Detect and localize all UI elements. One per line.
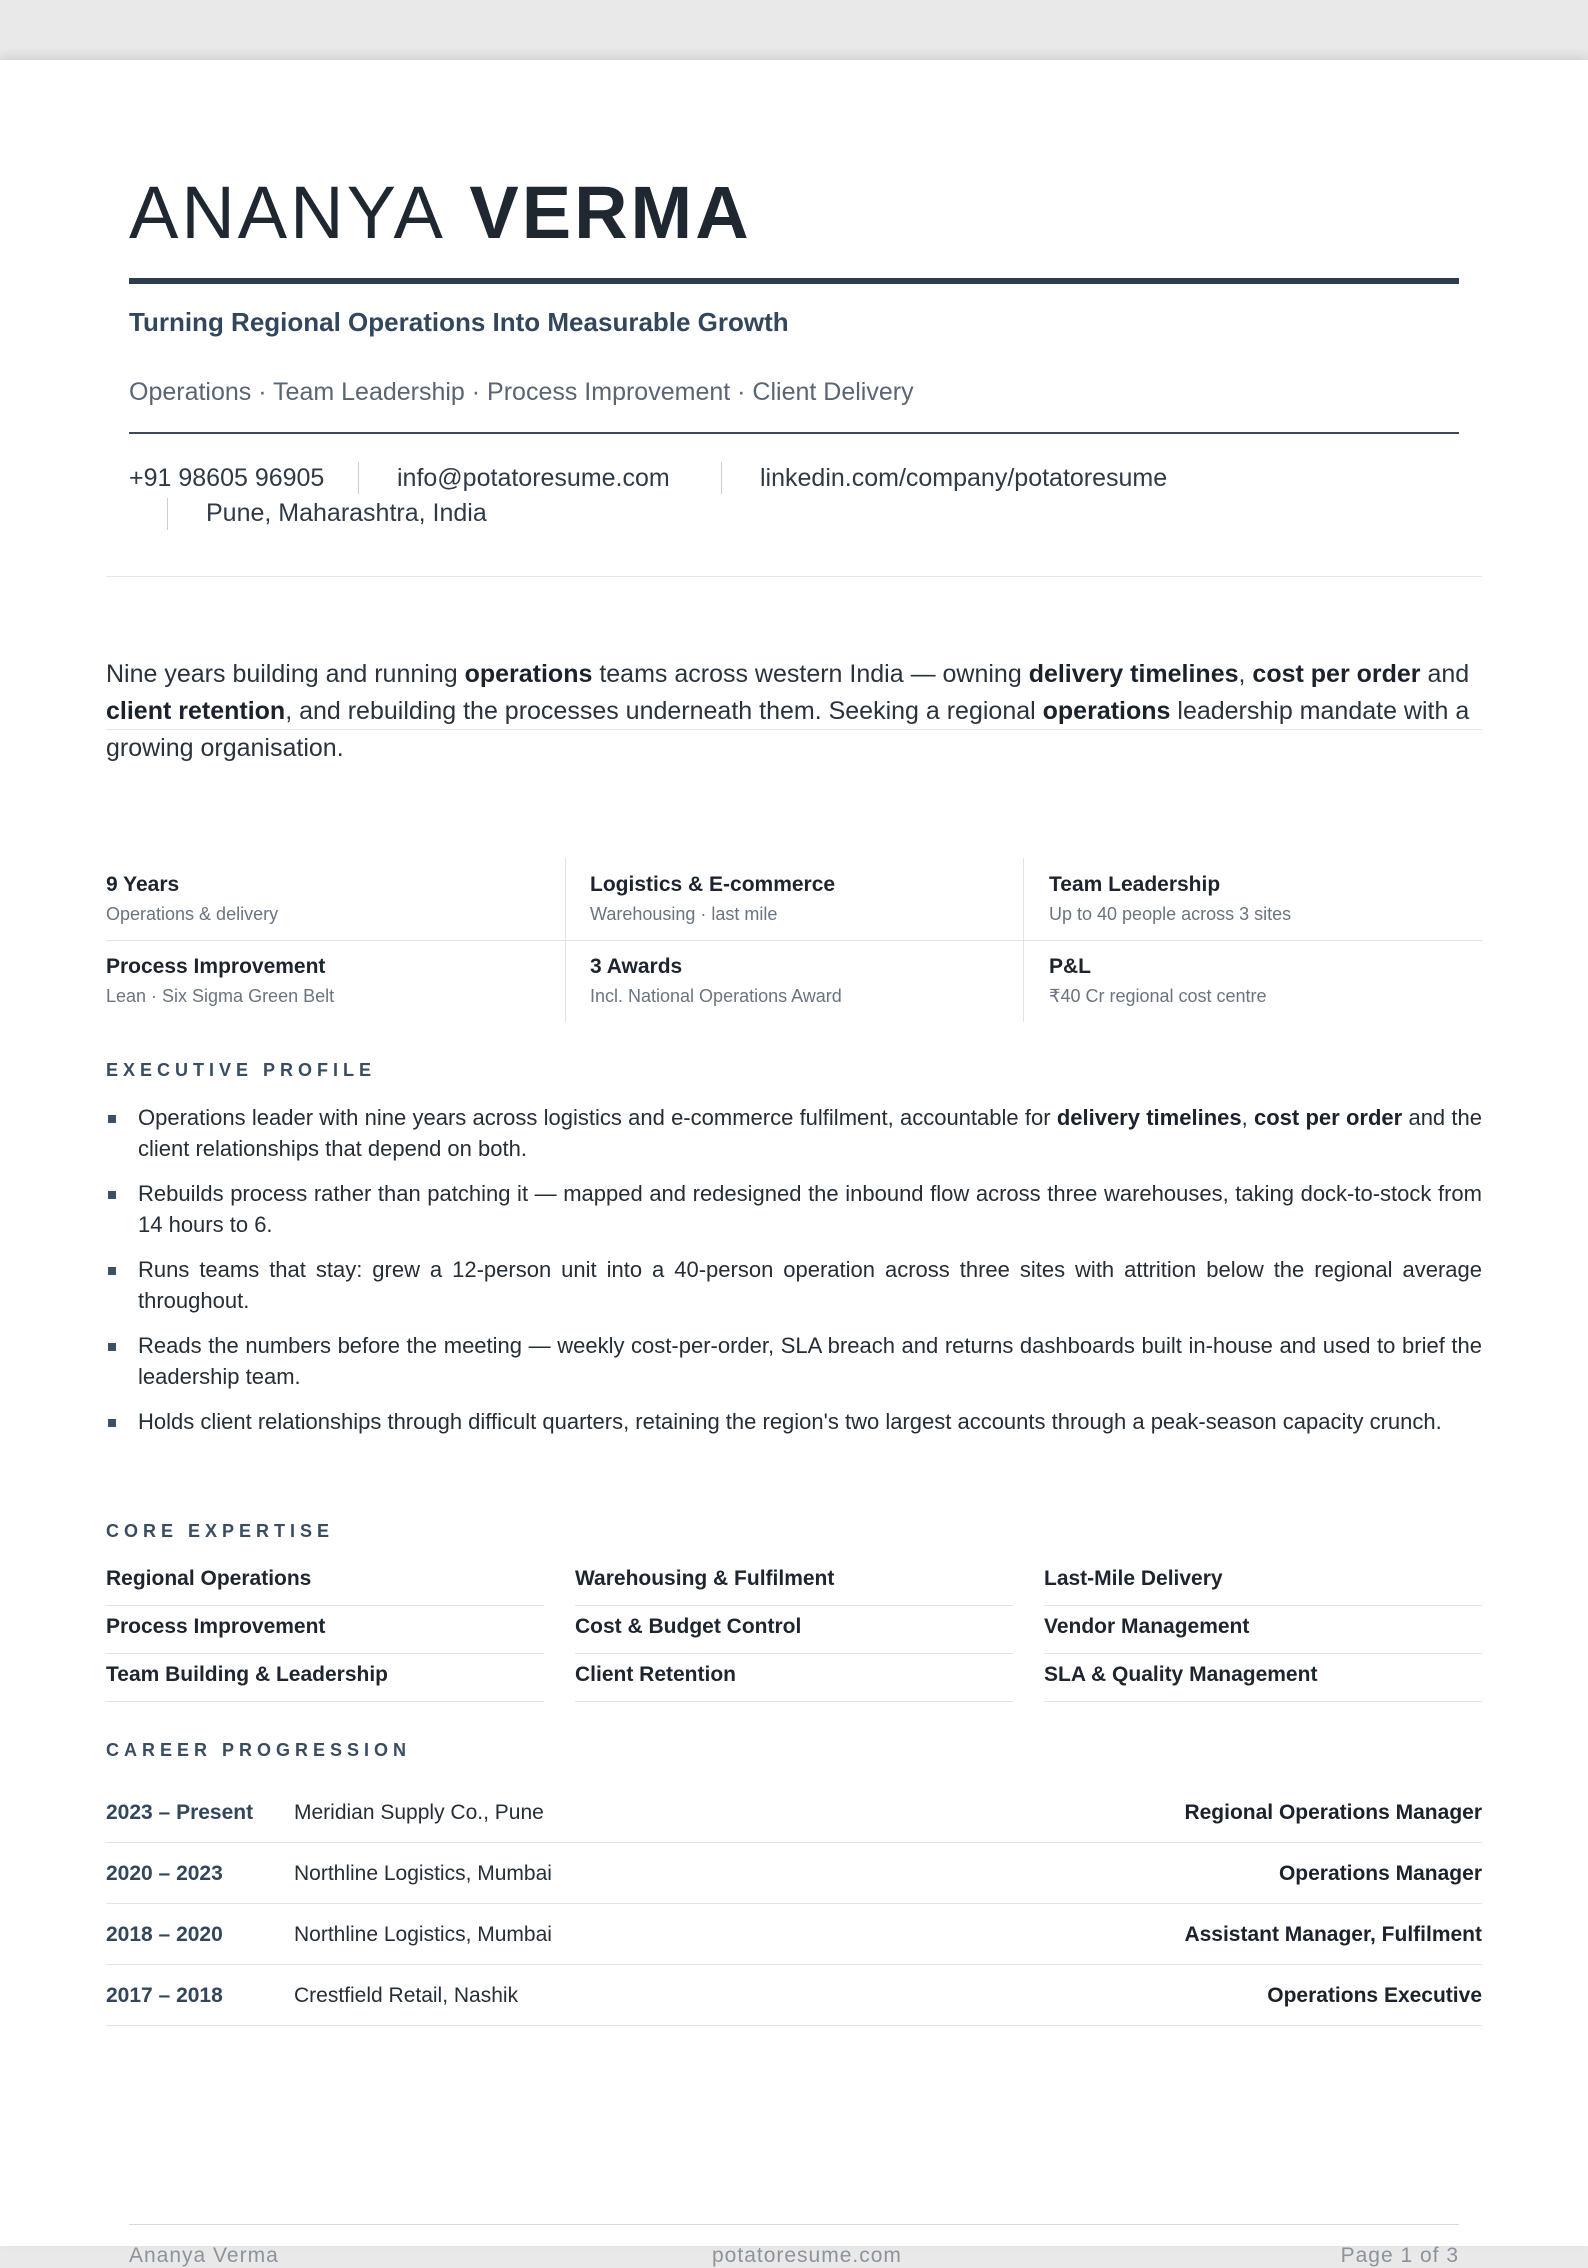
stat-subtitle: Up to 40 people across 3 sites <box>1049 904 1292 924</box>
contact-location: Pune, Maharashtra, India <box>206 499 487 527</box>
expertise-item: SLA & Quality Management <box>1044 1654 1482 1702</box>
contact-separator <box>358 462 359 494</box>
summary-bottom-rule <box>106 729 1482 730</box>
bullet-square-icon <box>108 1267 116 1275</box>
list-item: Holds client relationships through difficult quarters, retaining the region's two largest accounts through a peak-season capacity crunch. <box>106 1406 1482 1437</box>
stat-subtitle: Incl. National Operations Award <box>590 986 842 1006</box>
resume-page <box>0 60 1588 2267</box>
bullet-square-icon <box>108 1115 116 1123</box>
expertise-item: Client Retention <box>575 1654 1013 1702</box>
candidate-name <box>129 171 752 254</box>
list-item: Runs teams that stay: grew a 12-person unit into a 40-person operation across three sites with attrition below the regional average throughout. <box>106 1254 1482 1316</box>
profile-bullet-list <box>106 1102 1482 1451</box>
stat-title: Process Improvement <box>106 955 326 978</box>
table-row <box>106 1843 1482 1904</box>
expertise-item: Cost & Budget Control <box>575 1606 1013 1654</box>
summary-paragraph: Nine years building and running operations teams across western India — owning delivery timelines, cost per order and client retention, and rebuilding the processes underneath them. Seeking a regional operations leadership mandate with a growing organisation. <box>106 660 1470 762</box>
bullet-square-icon <box>108 1191 116 1199</box>
first-name: ANANYA <box>129 171 446 254</box>
stat-cell <box>106 940 334 1022</box>
header-divider <box>129 278 1459 284</box>
expertise-item: Last-Mile Delivery <box>1044 1558 1482 1606</box>
career-company: Meridian Supply Co., Pune <box>294 1801 544 1824</box>
stat-title: P&L <box>1049 955 1091 978</box>
focus-areas: Operations · Team Leadership · Process Improvement · Client Delivery <box>129 378 914 406</box>
career-company: Northline Logistics, Mumbai <box>294 1923 552 1946</box>
career-company: Northline Logistics, Mumbai <box>294 1862 552 1885</box>
contact-phone[interactable]: +91 98605 96905 <box>129 464 325 492</box>
contact-divider <box>129 432 1459 434</box>
stat-cell <box>1049 940 1267 1022</box>
table-row <box>106 1965 1482 2026</box>
table-row <box>106 1904 1482 1965</box>
stat-subtitle: Warehousing · last mile <box>590 904 778 924</box>
career-title: Regional Operations Manager <box>1184 1801 1482 1824</box>
expertise-item: Process Improvement <box>106 1606 544 1654</box>
career-years: 2023 – Present <box>106 1801 254 1824</box>
career-title: Operations Manager <box>1278 1862 1482 1885</box>
contact-linkedin[interactable]: linkedin.com/company/potatoresume <box>760 464 1168 492</box>
contact-separator <box>167 498 168 530</box>
stat-title: Team Leadership <box>1049 873 1221 896</box>
footer-site[interactable]: potatoresume.com <box>712 2244 902 2267</box>
footer-page-number: Page 1 of 3 <box>1340 2244 1459 2267</box>
expertise-item: Warehousing & Fulfilment <box>575 1558 1013 1606</box>
expertise-item: Regional Operations <box>106 1558 544 1606</box>
career-company: Crestfield Retail, Nashik <box>294 1984 519 2007</box>
contact-email[interactable]: info@potatoresume.com <box>397 464 670 492</box>
stat-cell <box>590 858 835 940</box>
bullet-square-icon <box>108 1419 116 1427</box>
section-title-career-progression: CAREER PROGRESSION <box>106 1740 412 1760</box>
stat-title: 3 Awards <box>590 955 683 978</box>
grid-divider <box>106 940 1482 941</box>
section-title-executive-profile: EXECUTIVE PROFILE <box>106 1060 377 1080</box>
career-title: Operations Executive <box>1267 1984 1482 2007</box>
career-years: 2020 – 2023 <box>106 1862 223 1885</box>
career-years: 2017 – 2018 <box>106 1984 223 2007</box>
section-title-core-expertise: CORE EXPERTISE <box>106 1521 335 1541</box>
table-row <box>106 1782 1482 1843</box>
stat-subtitle: ₹40 Cr regional cost centre <box>1049 986 1267 1006</box>
key-stats-grid <box>106 858 1482 1022</box>
stat-subtitle: Lean · Six Sigma Green Belt <box>106 986 335 1006</box>
last-name: VERMA <box>469 171 752 254</box>
contact-separator <box>721 462 722 494</box>
stat-subtitle: Operations & delivery <box>106 904 279 924</box>
career-table <box>106 1782 1482 2026</box>
footer-divider <box>129 2224 1459 2225</box>
stat-cell <box>590 940 842 1022</box>
tagline: Turning Regional Operations Into Measurable Growth <box>129 307 789 337</box>
summary-top-rule <box>106 576 1482 577</box>
stat-cell <box>106 858 278 940</box>
career-title: Assistant Manager, Fulfilment <box>1184 1923 1482 1946</box>
list-item: Rebuilds process rather than patching it — mapped and redesigned the inbound flow across three warehouses, taking dock-to-stock from 14 hours to 6. <box>106 1178 1482 1240</box>
list-item: Operations leader with nine years across logistics and e-commerce fulfilment, accountable for delivery timelines, cost per order and the client relationships that depend on both. <box>106 1102 1482 1164</box>
expertise-item: Vendor Management <box>1044 1606 1482 1654</box>
expertise-item: Team Building & Leadership <box>106 1654 544 1702</box>
stat-title: Logistics & E-commerce <box>590 873 836 896</box>
list-item: Reads the numbers before the meeting — weekly cost-per-order, SLA breach and returns dashboards built in-house and used to brief the leadership team. <box>106 1330 1482 1392</box>
stat-cell <box>1049 858 1291 940</box>
bullet-square-icon <box>108 1343 116 1351</box>
stat-title: 9 Years <box>106 873 180 896</box>
career-years: 2018 – 2020 <box>106 1923 223 1946</box>
footer-name: Ananya Verma <box>129 2244 279 2267</box>
